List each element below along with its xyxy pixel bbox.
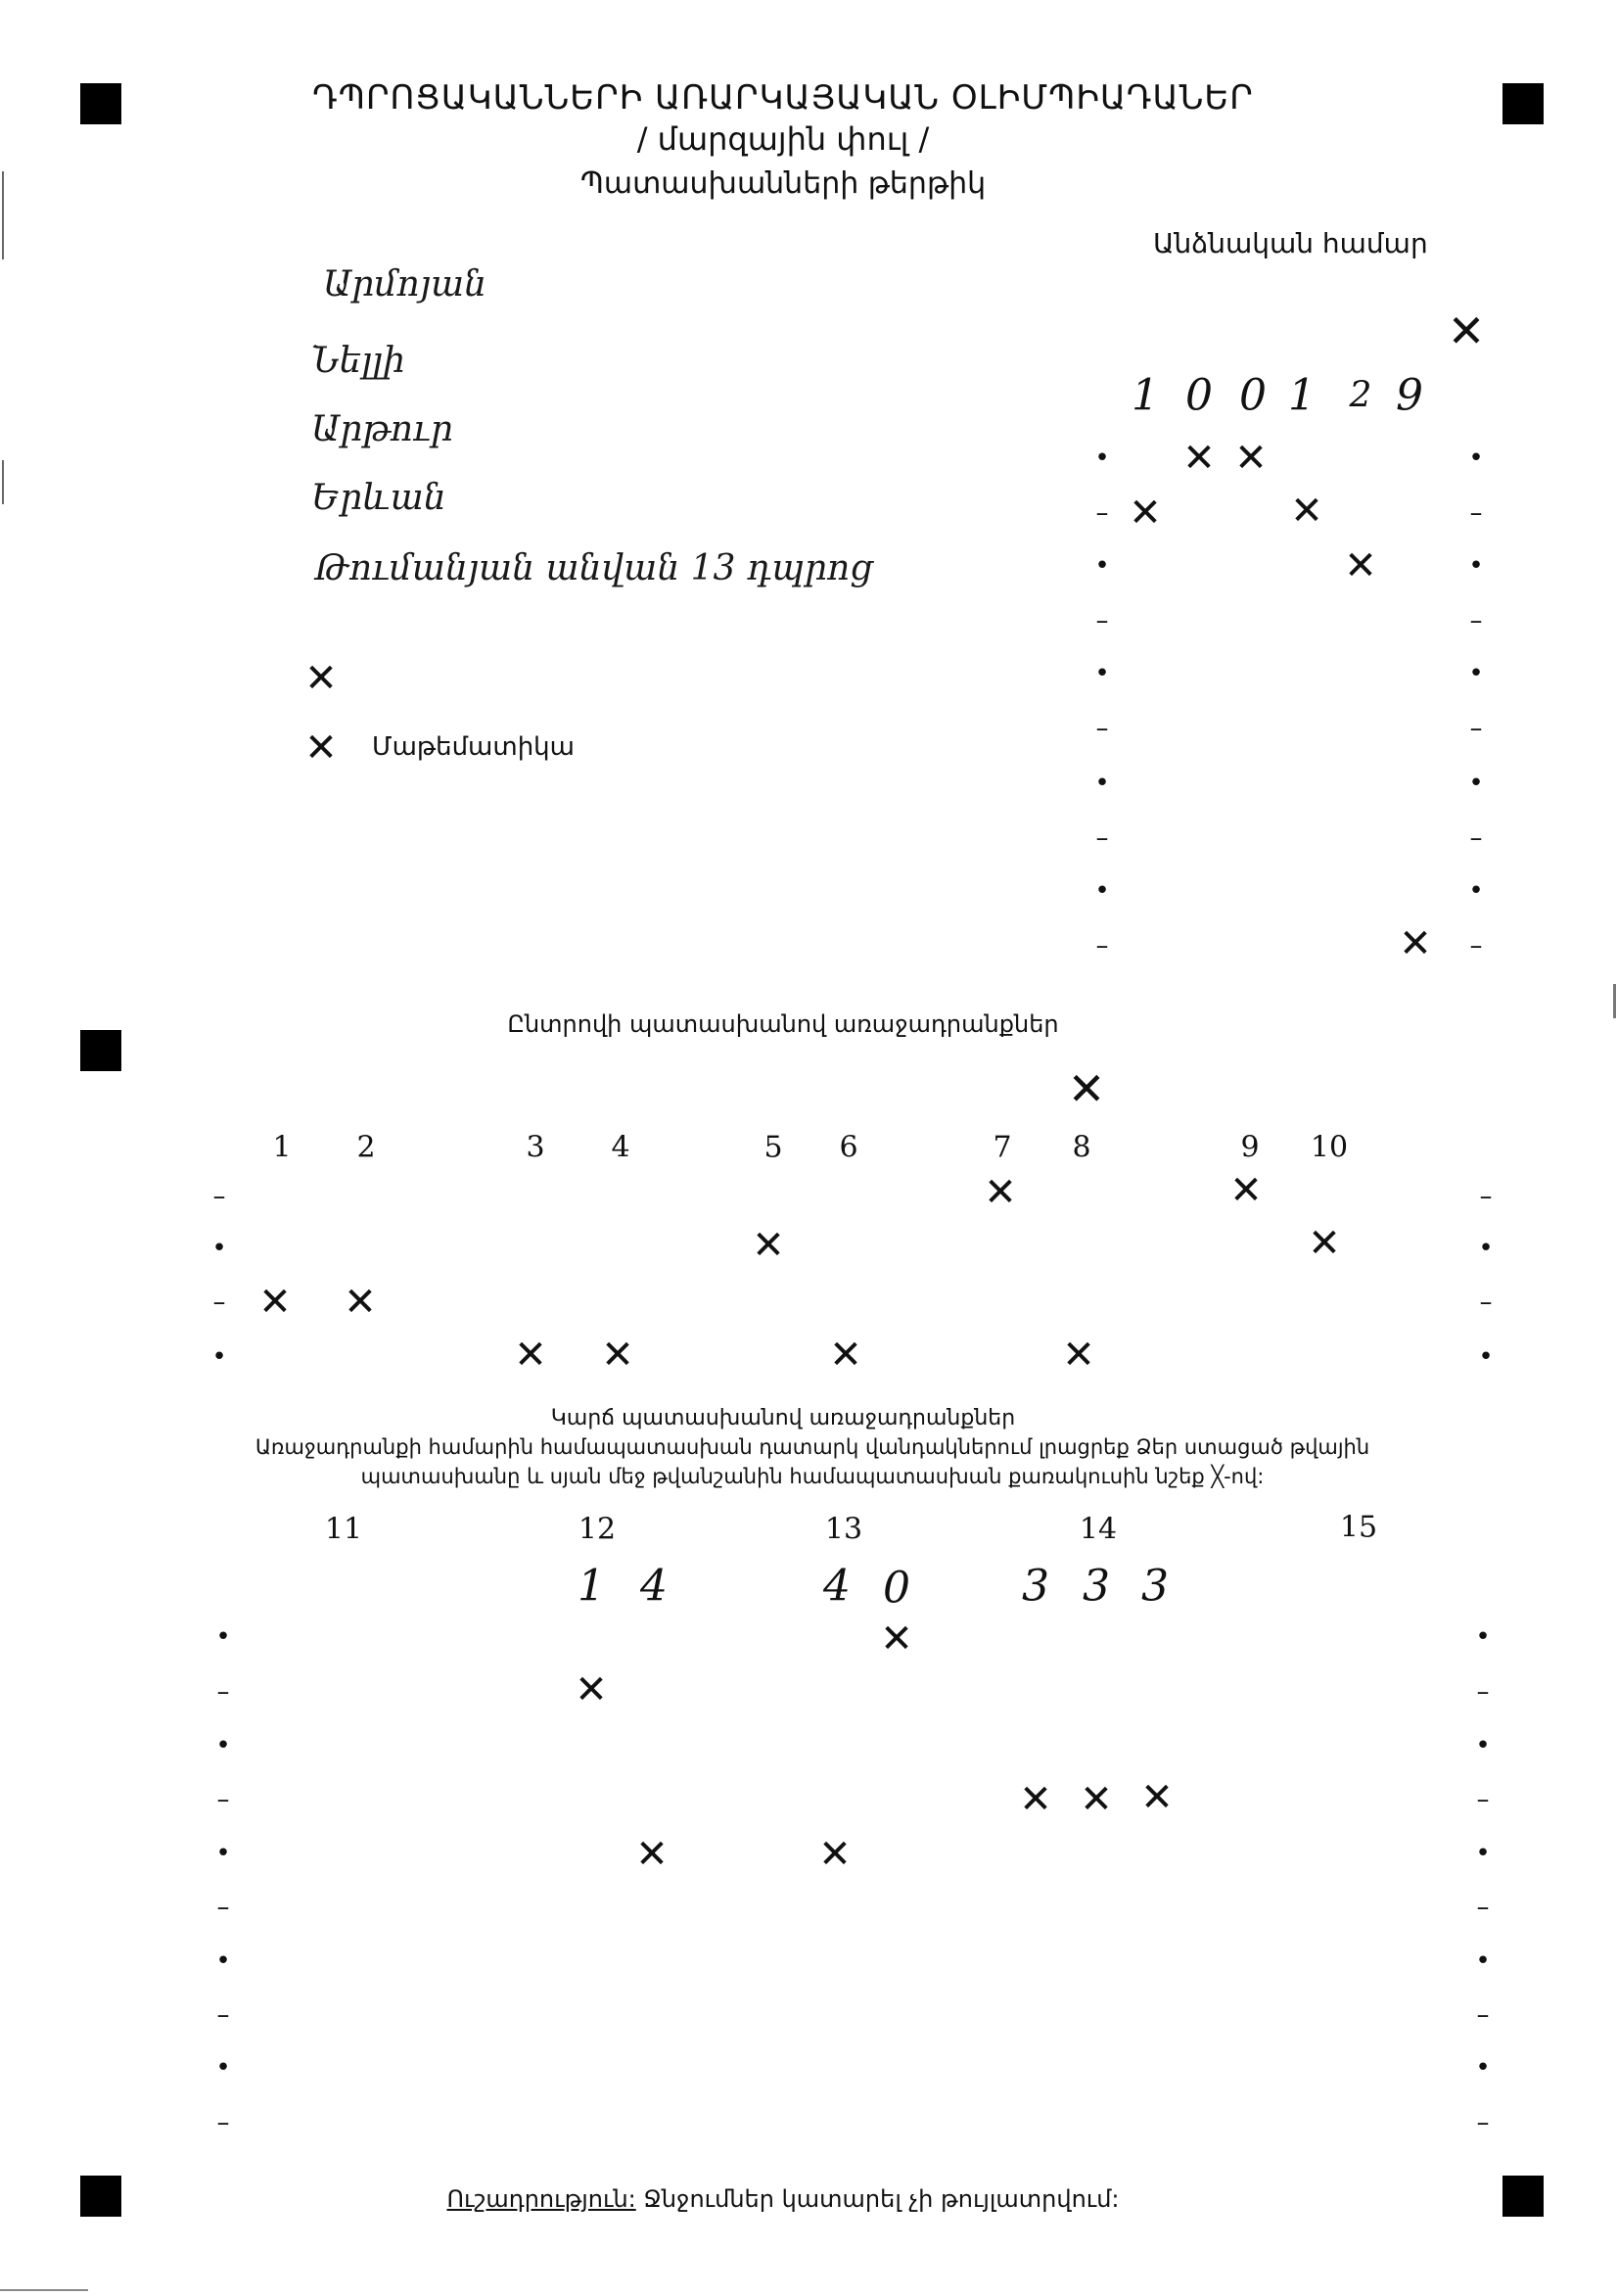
id-rail-right-6: • bbox=[1468, 769, 1484, 798]
sa-rail-right-5: – bbox=[1476, 1893, 1490, 1922]
id-digit-4: 1 bbox=[1288, 370, 1316, 421]
registration-marker-top-right bbox=[1502, 83, 1544, 124]
id-mark-cross: ✕ bbox=[1399, 921, 1432, 966]
id-rail-left-5: – bbox=[1095, 714, 1109, 743]
id-rail-left-0: • bbox=[1094, 444, 1110, 473]
stage-subtitle: / մարզային փուլ / bbox=[636, 120, 930, 158]
sa-rail-left-6: • bbox=[215, 1946, 231, 1976]
olympiad-title: ԴՊՐՈՑԱԿԱՆՆԵՐԻ ԱՌԱՐԿԱՅԱԿԱՆ ՕԼԻՄՊԻԱԴԱՆԵՐ bbox=[312, 78, 1254, 117]
id-rail-left-7: – bbox=[1095, 823, 1109, 853]
checkbox-cross: ✕ bbox=[304, 656, 338, 701]
id-rail-left-3: – bbox=[1095, 606, 1109, 635]
footer-notice-label: Ուշադրություն: bbox=[446, 2185, 636, 2213]
mc-answer-cross: ✕ bbox=[829, 1333, 862, 1378]
id-rail-left-6: • bbox=[1094, 769, 1110, 798]
sa-q12-digit: 1 bbox=[578, 1561, 605, 1612]
sa-rail-right-8: • bbox=[1475, 2053, 1491, 2083]
id-rail-right-0: • bbox=[1468, 444, 1484, 473]
sa-answer-cross: ✕ bbox=[880, 1617, 913, 1662]
participant-patronymic: Արթուր bbox=[311, 409, 453, 449]
scan-edge-bottom bbox=[0, 2289, 88, 2291]
id-mark-cross: ✕ bbox=[1234, 436, 1268, 481]
sa-q13-digit: 4 bbox=[823, 1561, 851, 1612]
registration-marker-bottom-right bbox=[1502, 2176, 1544, 2217]
id-rail-right-4: • bbox=[1468, 659, 1484, 688]
registration-marker-mid-left bbox=[80, 1030, 121, 1071]
personal-number-label: Անձնական համար bbox=[1153, 227, 1428, 259]
short-answer-title: Կարճ պատասխանով առաջադրանքներ bbox=[550, 1406, 1016, 1430]
sheet-title: Պատասխանների թերթիկ bbox=[579, 166, 987, 201]
sa-rail-left-2: • bbox=[215, 1731, 231, 1760]
id-rail-left-9: – bbox=[1095, 931, 1109, 961]
mc-question-number: 6 bbox=[839, 1130, 858, 1165]
sa-answer-cross: ✕ bbox=[635, 1832, 669, 1877]
id-digit-3: 0 bbox=[1239, 370, 1267, 421]
id-rail-right-7: – bbox=[1469, 823, 1483, 853]
sa-rail-left-7: – bbox=[216, 2000, 230, 2030]
footer-notice-text: Ջնջումներ կատարել չի թույլատրվում: bbox=[635, 2185, 1120, 2213]
id-mark-cross: ✕ bbox=[1129, 491, 1162, 536]
registration-marker-bottom-left bbox=[80, 2176, 121, 2217]
sa-question-number: 14 bbox=[1079, 1512, 1118, 1547]
sa-rail-right-6: • bbox=[1475, 1946, 1491, 1976]
mc-question-number: 2 bbox=[356, 1130, 376, 1165]
registration-marker-top-left bbox=[80, 83, 121, 124]
mc-question-number: 10 bbox=[1310, 1130, 1349, 1165]
mc-rail-right-1: • bbox=[1478, 1234, 1494, 1263]
id-rail-left-2: • bbox=[1094, 551, 1110, 581]
mc-answer-cross: ✕ bbox=[344, 1280, 377, 1325]
mc-question-number: 7 bbox=[993, 1130, 1012, 1165]
sa-answer-cross: ✕ bbox=[1080, 1777, 1113, 1822]
id-rail-left-4: • bbox=[1094, 659, 1110, 688]
sa-rail-left-1: – bbox=[216, 1677, 230, 1707]
sa-answer-cross: ✕ bbox=[1019, 1777, 1052, 1822]
participant-city: Երևան bbox=[311, 478, 446, 518]
mc-top-cross: ✕ bbox=[1067, 1062, 1106, 1115]
sa-rail-right-4: • bbox=[1475, 1839, 1491, 1868]
mc-answer-cross: ✕ bbox=[1308, 1221, 1341, 1266]
participant-name: Նելլի bbox=[311, 341, 405, 381]
short-answer-instructions-1: Առաջադրանքի համարին համապատասխան դատարկ վանդակներում լրացրեք Ձեր ստացած թվային bbox=[254, 1435, 1370, 1459]
sa-rail-left-3: – bbox=[216, 1785, 230, 1814]
id-top-cross: ✕ bbox=[1447, 305, 1486, 357]
sa-question-number: 12 bbox=[578, 1512, 617, 1547]
mc-question-number: 1 bbox=[272, 1130, 292, 1165]
mc-question-number: 9 bbox=[1240, 1130, 1260, 1165]
id-rail-right-2: • bbox=[1468, 551, 1484, 581]
id-rail-right-3: – bbox=[1469, 606, 1483, 635]
sa-rail-right-9: – bbox=[1476, 2108, 1490, 2137]
id-digit-6: 9 bbox=[1396, 370, 1423, 421]
scan-edge-left bbox=[2, 171, 4, 259]
mc-rail-left-3: • bbox=[211, 1342, 227, 1372]
mc-answer-cross: ✕ bbox=[1062, 1333, 1095, 1378]
mc-question-number: 4 bbox=[611, 1130, 630, 1165]
subject-label: Մաթեմատիկա bbox=[372, 732, 575, 762]
sa-q14-digit: 3 bbox=[1083, 1561, 1110, 1612]
sa-q12-digit: 4 bbox=[640, 1561, 668, 1612]
sa-question-number: 13 bbox=[824, 1512, 863, 1547]
sa-rail-right-7: – bbox=[1476, 2000, 1490, 2030]
id-rail-right-1: – bbox=[1469, 498, 1483, 528]
sa-answer-cross: ✕ bbox=[575, 1667, 608, 1712]
sa-q14-digit: 3 bbox=[1022, 1561, 1049, 1612]
scan-edge-left-2 bbox=[2, 460, 4, 504]
mc-rail-left-1: • bbox=[211, 1234, 227, 1263]
sa-q13-digit: 0 bbox=[883, 1563, 910, 1614]
sa-rail-left-8: • bbox=[215, 2053, 231, 2083]
sa-rail-right-0: • bbox=[1475, 1622, 1491, 1652]
sa-rail-left-0: • bbox=[215, 1622, 231, 1652]
sa-rail-right-1: – bbox=[1476, 1677, 1490, 1707]
sa-q14-digit: 3 bbox=[1141, 1561, 1169, 1612]
sa-rail-right-3: – bbox=[1476, 1785, 1490, 1814]
participant-surname: Արմոյան bbox=[323, 264, 487, 305]
mc-answer-cross: ✕ bbox=[258, 1280, 292, 1325]
mc-rail-left-0: – bbox=[212, 1182, 226, 1211]
id-rail-right-5: – bbox=[1469, 714, 1483, 743]
mc-rail-right-0: – bbox=[1479, 1182, 1493, 1211]
mc-answer-cross: ✕ bbox=[752, 1223, 785, 1268]
id-digit-2: 0 bbox=[1185, 370, 1213, 421]
sa-rail-left-5: – bbox=[216, 1893, 230, 1922]
id-mark-cross: ✕ bbox=[1182, 436, 1216, 481]
sa-rail-left-9: – bbox=[216, 2108, 230, 2137]
mc-answer-cross: ✕ bbox=[984, 1170, 1017, 1215]
id-rail-left-8: • bbox=[1094, 876, 1110, 906]
sa-question-number: 11 bbox=[324, 1512, 363, 1547]
mc-question-number: 5 bbox=[763, 1130, 783, 1165]
subject-cross: ✕ bbox=[304, 726, 338, 771]
mc-answer-cross: ✕ bbox=[601, 1333, 634, 1378]
id-mark-cross: ✕ bbox=[1344, 543, 1377, 588]
id-rail-right-9: – bbox=[1469, 931, 1483, 961]
participant-school: Թումանյան անվան 13 դպրոց bbox=[315, 548, 873, 588]
id-digit-5: 2 bbox=[1349, 375, 1372, 416]
sa-rail-right-2: • bbox=[1475, 1731, 1491, 1760]
id-mark-cross: ✕ bbox=[1290, 489, 1323, 534]
multiple-choice-title: Ընտրովի պատասխանով առաջադրանքներ bbox=[507, 1010, 1059, 1038]
mc-question-number: 3 bbox=[526, 1130, 545, 1165]
mc-rail-right-2: – bbox=[1479, 1288, 1493, 1317]
mc-question-number: 8 bbox=[1072, 1130, 1091, 1165]
sa-answer-cross: ✕ bbox=[818, 1832, 852, 1877]
mc-rail-right-3: • bbox=[1478, 1342, 1494, 1372]
id-rail-right-8: • bbox=[1468, 876, 1484, 906]
short-answer-instructions-2: պատասխանը և սյան մեջ թվանշանին համապատասխան քառակուսին նշեք ╳-ով: bbox=[360, 1465, 1265, 1488]
mc-rail-left-2: – bbox=[212, 1288, 226, 1317]
id-digit-1: 1 bbox=[1132, 370, 1159, 421]
id-rail-left-1: – bbox=[1095, 498, 1109, 528]
scan-edge-right bbox=[1613, 984, 1616, 1018]
mc-answer-cross: ✕ bbox=[514, 1333, 547, 1378]
sa-answer-cross: ✕ bbox=[1140, 1775, 1174, 1820]
mc-answer-cross: ✕ bbox=[1229, 1168, 1263, 1213]
sa-question-number: 15 bbox=[1339, 1510, 1378, 1545]
sa-rail-left-4: • bbox=[215, 1839, 231, 1868]
footer-notice bbox=[294, 2185, 1272, 2213]
